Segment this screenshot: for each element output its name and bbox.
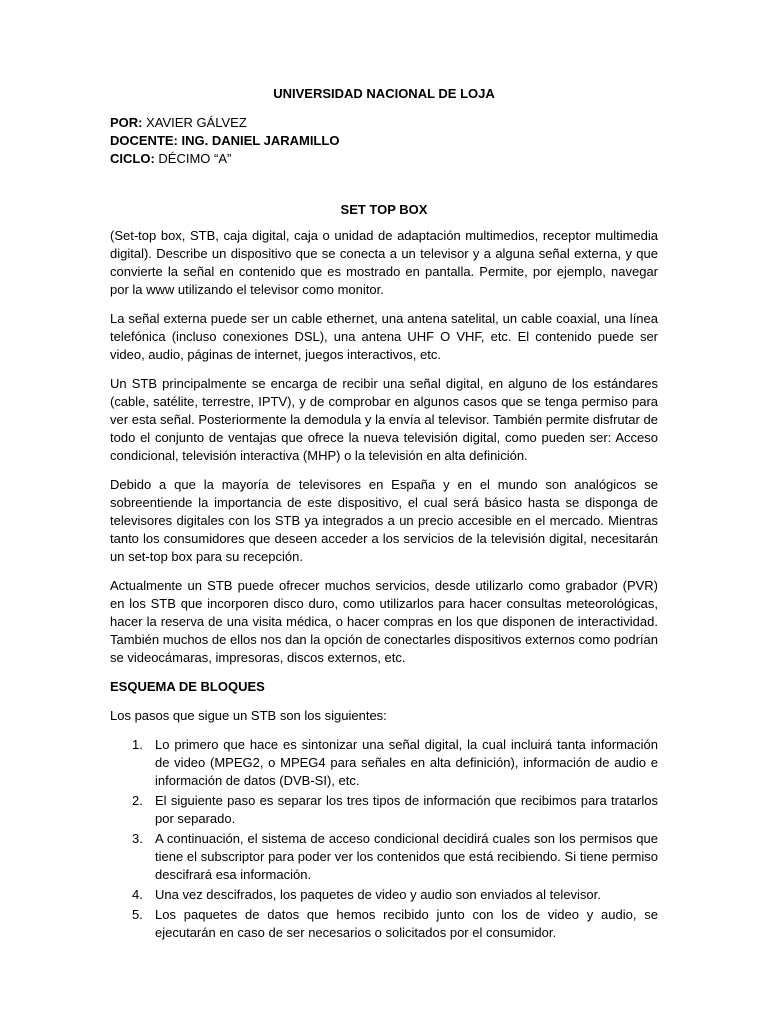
step-number: 3. bbox=[132, 831, 143, 846]
author-info bbox=[110, 114, 658, 168]
teacher-label: DOCENTE: ING. DANIEL JARAMILLO bbox=[110, 133, 340, 148]
step-text: Lo primero que hace es sintonizar una señal digital, la cual incluirá tanta información de video (MPEG2, o MPEG4 para señales en alta definición), información de audio e información de datos (DVB-SI), etc. bbox=[155, 737, 658, 788]
step-number: 4. bbox=[132, 887, 143, 902]
step-text: A continuación, el sistema de acceso condicional decidirá cuales son los permisos que tiene el subscriptor para poder ver los contenidos que está recibiendo. Si tiene permiso descifrará esa información. bbox=[155, 831, 658, 882]
author-label: POR: bbox=[110, 115, 143, 130]
cycle-value: DÉCIMO “A” bbox=[154, 151, 232, 166]
steps-intro: Los pasos que sigue un STB son los siguientes: bbox=[110, 708, 387, 723]
paragraph-services: Actualmente un STB puede ofrecer muchos servicios, desde utilizarlo como grabador (PVR) en los STB que incorporen disco duro, como utilizarlos para hacer consultas meteorológicas, hacer la reserva de una visita médica, o hacer compras en los que disponen de interactividad. También muchos de ellos nos dan la opción de conectarles dispositivos externos como podrían se videocámaras, impresoras, discos externos, etc. bbox=[110, 578, 658, 665]
university-title: UNIVERSIDAD NACIONAL DE LOJA bbox=[273, 86, 495, 101]
author-value: XAVIER GÁLVEZ bbox=[142, 115, 247, 130]
list-item bbox=[110, 830, 658, 884]
steps-list bbox=[110, 736, 658, 942]
cycle-label: CICLO: bbox=[110, 151, 155, 166]
step-number: 5. bbox=[132, 907, 143, 922]
author-line bbox=[110, 114, 658, 132]
block-heading: ESQUEMA DE BLOQUES bbox=[110, 679, 265, 694]
paragraph-stb-function: Un STB principalmente se encarga de recibir una señal digital, en alguno de los estándares (cable, satélite, terrestre, IPTV), y de comprobar en algunos casos que se tenga permiso para ver esta señal. Posteriormente la demodula y la envía al televisor. También permite disfrutar de todo el conjunto de ventajas que ofrece la nueva televisión digital, como pueden ser: Acceso condicional, televisión interactiva (MHP) o la televisión en alta definición. bbox=[110, 376, 658, 463]
paragraph-definition: (Set-top box, STB, caja digital, caja o unidad de adaptación multimedios, receptor multimedia digital). Describe un dispositivo que se conecta a un televisor y a alguna señal externa, y que convierte la señal en contenido que es mostrado en pantalla. Permite, por ejemplo, navegar por la www utilizando el televisor como monitor. bbox=[110, 228, 658, 297]
list-item bbox=[110, 792, 658, 828]
paragraph-external-signal: La señal externa puede ser un cable ethernet, una antena satelital, un cable coaxial, una línea telefónica (incluso conexiones DSL), una antena UHF O VHF, etc. El contenido puede ser video, audio, páginas de internet, juegos interactivos, etc. bbox=[110, 311, 658, 362]
step-number: 1. bbox=[132, 737, 143, 752]
step-text: Una vez descifrados, los paquetes de video y audio son enviados al televisor. bbox=[155, 887, 601, 902]
cycle-line bbox=[110, 150, 658, 168]
step-number: 2. bbox=[132, 793, 143, 808]
section-title: SET TOP BOX bbox=[340, 202, 428, 217]
step-text: Los paquetes de datos que hemos recibido junto con los de video y audio, se ejecutarán en caso de ser necesarios o solicitados por el consumidor. bbox=[155, 907, 658, 940]
list-item bbox=[110, 906, 658, 942]
document-content bbox=[110, 85, 658, 944]
teacher-line bbox=[110, 132, 658, 150]
paragraph-importance: Debido a que la mayoría de televisores en España y en el mundo son analógicos se sobreentiende la importancia de este dispositivo, el cual será básico hasta se disponga de televisores digitales con los STB ya integrados a un precio accesible en el mercado. Mientras tanto los consumidores que deseen acceder a los servicios de la televisión digital, necesitarán un set-top box para su recepción. bbox=[110, 477, 658, 564]
list-item bbox=[110, 886, 658, 904]
step-text: El siguiente paso es separar los tres tipos de información que recibimos para tratarlos por separado. bbox=[155, 793, 658, 826]
list-item bbox=[110, 736, 658, 790]
